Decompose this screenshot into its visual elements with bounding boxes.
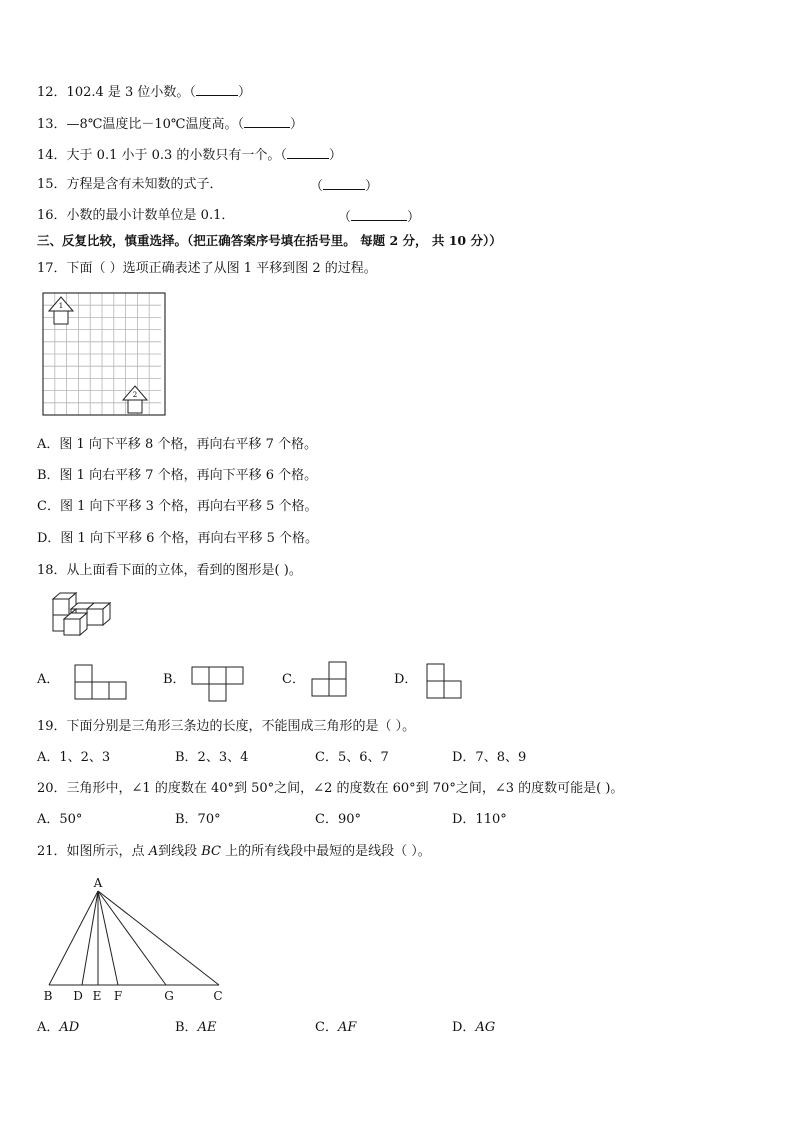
q20-option-a[interactable]: A．50° bbox=[37, 812, 83, 827]
grid-figure bbox=[43, 293, 168, 418]
answer-blank[interactable] bbox=[244, 115, 290, 128]
q18-option-b[interactable]: B． bbox=[163, 672, 186, 687]
question-18: 18．从上面看下面的立体，看到的图形是( )。 bbox=[37, 563, 302, 578]
q19-option-a[interactable]: A．1、2、3 bbox=[37, 750, 111, 765]
label-f: F bbox=[113, 989, 123, 1003]
question-15: 15．方程是含有未知数的式子． bbox=[37, 177, 223, 192]
q21-option-d[interactable]: D．AG bbox=[452, 1020, 496, 1035]
q20-option-d[interactable]: D．110° bbox=[452, 812, 507, 827]
label-c: C bbox=[213, 989, 223, 1003]
question-19: 19．下面分别是三角形三条边的长度，不能围成三角形的是（ ）。 bbox=[37, 719, 416, 734]
q18-option-d[interactable]: D． bbox=[394, 672, 418, 687]
q18-option-a[interactable]: A． bbox=[37, 672, 60, 687]
q21-option-b[interactable]: B．AE bbox=[175, 1020, 217, 1035]
segment-ab bbox=[49, 891, 98, 985]
q21-option-c[interactable]: C．AF bbox=[315, 1020, 357, 1035]
q21-option-a[interactable]: A．AD bbox=[37, 1020, 80, 1035]
question-17: 17．下面（ ）选项正确表述了从图 1 平移到图 2 的过程。 bbox=[37, 261, 377, 276]
cube-stack-figure bbox=[50, 592, 114, 642]
label-d: D bbox=[73, 989, 83, 1003]
q19-option-d[interactable]: D．7、8、9 bbox=[452, 750, 527, 765]
segment-ad bbox=[82, 891, 98, 985]
label-e: E bbox=[92, 989, 102, 1003]
question-16-answer: （ ） bbox=[338, 210, 421, 225]
q20-option-b[interactable]: B．70° bbox=[175, 812, 221, 827]
q17-option-a[interactable]: A．图 1 向下平移 8 个格，再向右平移 7 个格。 bbox=[37, 437, 317, 452]
q20-option-c[interactable]: C．90° bbox=[315, 812, 361, 827]
question-16: 16．小数的最小计数单位是 0.1． bbox=[37, 208, 235, 223]
triangle-figure bbox=[38, 873, 228, 1005]
section-heading: 三、反复比较，慎重选择。（把正确答案序号填在括号里。 每题 2 分， 共 10 分）） bbox=[37, 233, 502, 248]
q18-option-c-shape bbox=[311, 661, 349, 697]
question-13: 13．—8℃温度比－10℃温度高。（ ） bbox=[37, 117, 303, 132]
q18-option-b-shape bbox=[191, 666, 245, 702]
question-14: 14．大于 0.1 小于 0.3 的小数只有一个。（ ） bbox=[37, 148, 342, 163]
figure-2-label: 2 bbox=[132, 391, 138, 399]
label-b: B bbox=[43, 989, 53, 1003]
q18-option-d-shape bbox=[426, 663, 464, 699]
answer-blank[interactable] bbox=[287, 146, 329, 159]
label-g: G bbox=[164, 989, 174, 1003]
q17-option-d[interactable]: D．图 1 向下平移 6 个格，再向右平移 5 个格。 bbox=[37, 531, 319, 546]
answer-blank[interactable] bbox=[351, 208, 407, 221]
question-12: 12．102.4 是 3 位小数。（ ） bbox=[37, 85, 251, 100]
q19-option-c[interactable]: C．5、6、7 bbox=[315, 750, 389, 765]
figure-1-label: 1 bbox=[58, 302, 64, 310]
label-a: A bbox=[93, 876, 103, 890]
question-21: 21．如图所示，点 A到线段 BC 上的所有线段中最短的是线段（ ）。 bbox=[37, 844, 431, 859]
q17-option-b[interactable]: B．图 1 向右平移 7 个格，再向下平移 6 个格。 bbox=[37, 468, 318, 483]
q17-option-c[interactable]: C．图 1 向下平移 3 个格，再向右平移 5 个格。 bbox=[37, 499, 318, 514]
answer-blank[interactable] bbox=[196, 83, 238, 96]
segment-ac bbox=[98, 891, 219, 985]
q19-option-b[interactable]: B．2、3、4 bbox=[175, 750, 249, 765]
question-20: 20．三角形中，∠1 的度数在 40°到 50°之间，∠2 的度数在 60°到 70°之间，∠3 的度数可能是( )。 bbox=[37, 781, 624, 796]
answer-blank[interactable] bbox=[323, 177, 365, 190]
q18-option-a-shape bbox=[74, 664, 128, 700]
q18-option-c[interactable]: C． bbox=[282, 672, 305, 687]
question-15-answer: （ ） bbox=[310, 179, 379, 194]
